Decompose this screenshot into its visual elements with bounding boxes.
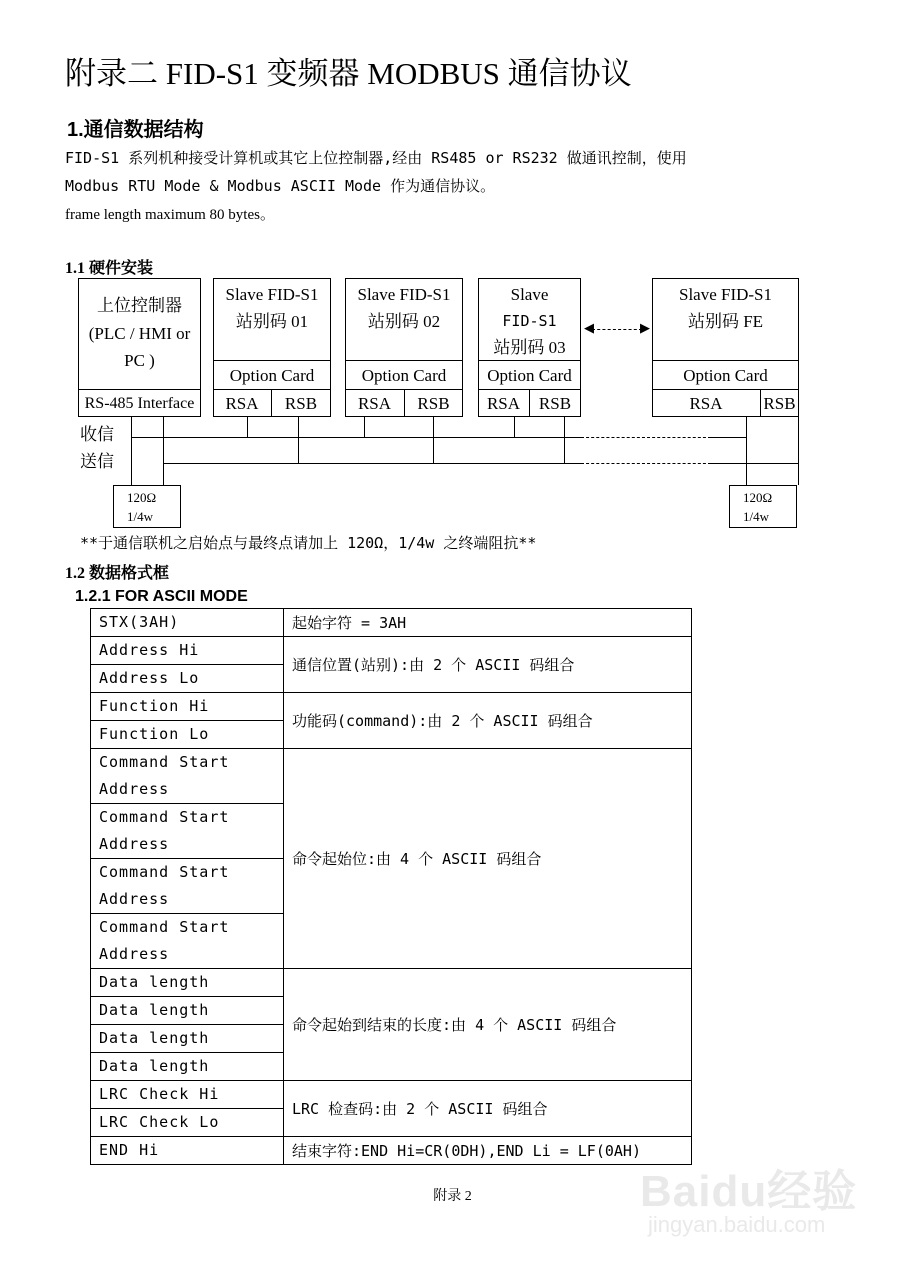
field-cell: LRC Check Lo (91, 1109, 284, 1137)
description-cell: 命令起始位:由 4 个 ASCII 码组合 (284, 749, 692, 969)
field-cell: Address Hi (91, 637, 284, 665)
field-cell: Data length (91, 969, 284, 997)
slave-label: Slave (510, 285, 549, 304)
table-row (91, 609, 692, 637)
table-row (91, 637, 692, 665)
slave-label: Slave FID-S1 (678, 285, 773, 304)
rsb-terminal: RSB (538, 394, 572, 413)
table-row (91, 1081, 692, 1109)
baidu-watermark-logo: Baidu经验 (640, 1167, 858, 1216)
rsb-terminal: RSB (417, 394, 450, 413)
resistor-power: 1/4w (127, 509, 153, 524)
ascii-frame-table (90, 608, 692, 1165)
field-cell: Data length (91, 997, 284, 1025)
slave-label: Slave FID-S1 (357, 285, 451, 304)
table-row (91, 969, 692, 997)
slave-station-code: 站别码 02 (367, 312, 441, 331)
rsa-terminal: RSA (486, 394, 521, 413)
master-label: PC ) (124, 351, 155, 370)
watermark-site: jingyan.baidu.com (648, 1212, 826, 1237)
continuation-arrow (592, 329, 642, 330)
resistor-value: 120Ω (743, 490, 773, 505)
termination-note: **于通信联机之启始点与最终点请加上 120Ω，1/4w 之终端阻抗** (80, 534, 537, 552)
rx-label: 收信 (80, 425, 114, 444)
slave-label: FID-S1 (502, 312, 557, 330)
field-cell: Data length (91, 1053, 284, 1081)
arrow-right-icon: ▶ (640, 321, 650, 336)
intro-line: FID-S1 系列机种接受计算机或其它上位控制器,经由 RS485 or RS232 做通讯控制，使用 (65, 149, 687, 167)
field-cell: Function Lo (91, 721, 284, 749)
page-footer: 附录 2 (433, 1189, 472, 1204)
description-cell: 结束字符:END Hi=CR(0DH),END Li = LF(0AH) (284, 1137, 692, 1165)
intro-line: Modbus RTU Mode & Modbus ASCII Mode 作为通信协议。 (65, 177, 496, 195)
resistor-power: 1/4w (743, 509, 769, 524)
option-card-label: Option Card (229, 366, 315, 385)
rs485-interface-label: RS-485 Interface (84, 395, 195, 412)
description-cell: 命令起始到结束的长度:由 4 个 ASCII 码组合 (284, 969, 692, 1081)
description-cell: LRC 检查码:由 2 个 ASCII 码组合 (284, 1081, 692, 1137)
table-row (91, 693, 692, 721)
field-cell: Function Hi (91, 693, 284, 721)
field-cell: STX(3AH) (91, 609, 284, 637)
description-cell: 通信位置(站别):由 2 个 ASCII 码组合 (284, 637, 692, 693)
field-cell: Command Start Address (91, 859, 284, 914)
subsection-heading: 1.2.1 FOR ASCII MODE (75, 588, 248, 605)
option-card-label: Option Card (361, 366, 447, 385)
table-row (91, 1137, 692, 1165)
section-heading: 1.2 数据格式框 (65, 565, 170, 582)
table-row (91, 749, 692, 804)
rsb-terminal: RSB (763, 394, 796, 413)
arrow-left-icon: ◀ (584, 321, 594, 336)
field-cell: Command Start Address (91, 914, 284, 969)
option-card-label: Option Card (487, 366, 572, 385)
tx-bus-line (163, 463, 581, 464)
field-cell: END Hi (91, 1137, 284, 1165)
slave-label: Slave FID-S1 (225, 285, 319, 304)
field-cell: Address Lo (91, 665, 284, 693)
field-cell: Command Start Address (91, 804, 284, 859)
rx-bus-line (131, 437, 581, 438)
rsb-terminal: RSB (284, 394, 318, 413)
section-heading: 1.1 硬件安装 (65, 260, 154, 277)
page-title: 附录二 FID-S1 变频器 MODBUS 通信协议 (65, 56, 632, 91)
section-heading: 1.通信数据结构 (67, 119, 204, 141)
option-card-label: Option Card (683, 366, 768, 385)
field-cell: LRC Check Hi (91, 1081, 284, 1109)
description-cell: 功能码(command):由 2 个 ASCII 码组合 (284, 693, 692, 749)
rsa-terminal: RSA (357, 394, 392, 413)
rsa-terminal: RSA (225, 394, 259, 413)
master-label: 上位控制器 (97, 296, 182, 315)
tx-label: 送信 (80, 452, 114, 471)
slave-station-code: 站别码 01 (235, 312, 309, 331)
slave-station-code: 站别码 FE (687, 312, 764, 331)
field-cell: Data length (91, 1025, 284, 1053)
intro-line: frame length maximum 80 bytes。 (65, 207, 275, 223)
slave-station-code: 站别码 03 (493, 338, 566, 357)
field-cell: Command Start Address (91, 749, 284, 804)
description-cell: 起始字符 = 3AH (284, 609, 692, 637)
master-label: (PLC / HMI or (88, 324, 191, 343)
resistor-value: 120Ω (127, 490, 157, 505)
rsa-terminal: RSA (689, 394, 723, 413)
